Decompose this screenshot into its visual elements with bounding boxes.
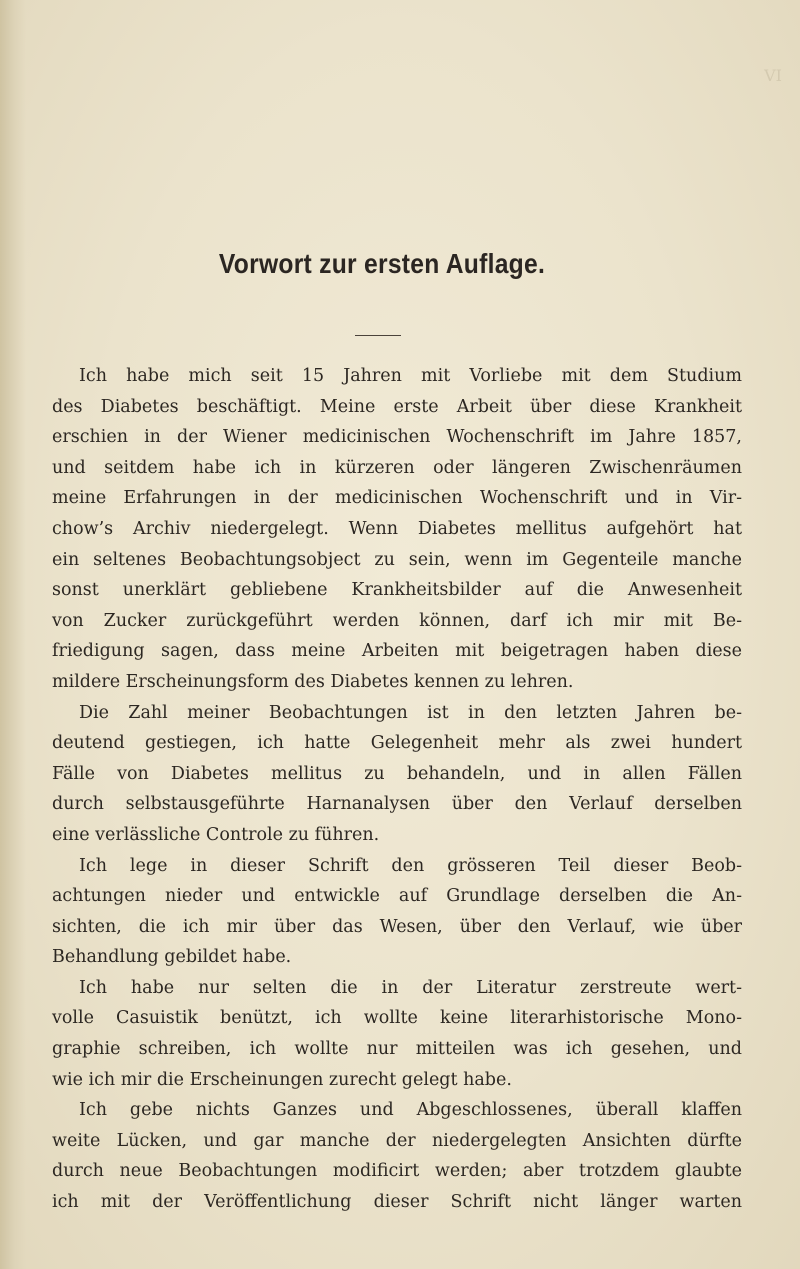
text-line: sonst unerklärt gebliebene Krankheitsbilder auf die Anwesenheit [52,580,742,601]
page-corner-mark: VI [764,66,782,85]
text-line: friedigung sagen, dass meine Arbeiten mit beigetragen haben diese [52,641,742,662]
text-line: Ich habe nur selten die in der Literatur zerstreute wert- [79,977,742,998]
text-line: deutend gestiegen, ich hatte Gelegenheit mehr als zwei hundert [52,733,742,754]
text-line: chow’s Archiv niedergelegt. Wenn Diabetes mellitus aufgehört hat [52,518,742,539]
text-line: ein seltenes Beobachtungsobject zu sein, wenn im Gegenteile manche [52,549,742,570]
body-text [52,361,742,1218]
text-line: erschien in der Wiener medicinischen Wochenschrift im Jahre 1857, [52,427,742,448]
text-line: Behandlung gebildet habe. [52,947,292,968]
text-line: eine verlässliche Controle zu führen. [52,824,380,845]
text-line: graphie schreiben, ich wollte nur mitteilen was ich gesehen, und [52,1039,742,1060]
heading-rule [355,335,401,336]
text-line: Ich lege in dieser Schrift den grösseren Teil dieser Beob- [79,855,742,876]
text-line: sichten, die ich mir über das Wesen, über den Verlauf, wie über [52,916,742,937]
text-line: durch selbstausgeführte Harnanalysen über den Verlauf derselben [52,794,742,815]
text-line: weite Lücken, und gar manche der niedergelegten Ansichten dürfte [52,1130,742,1151]
text-line: Ich habe mich seit 15 Jahren mit Vorliebe mit dem Studium [79,366,742,386]
text-line: Ich gebe nichts Ganzes und Abgeschlossenes, überall klaffen [79,1100,742,1121]
text-line: und seitdem habe ich in kürzeren oder längeren Zwischenräumen [52,457,742,478]
page-gutter-shadow [0,0,26,1269]
text-line: volle Casuistik benützt, ich wollte keine literarhistorische Mono- [52,1008,742,1029]
text-line: meine Erfahrungen in der medicinischen Wochenschrift und in Vir- [52,488,742,509]
text-line: achtungen nieder und entwickle auf Grundlage derselben die An- [52,886,742,907]
text-line: Die Zahl meiner Beobachtungen ist in den letzten Jahren be- [79,702,742,723]
text-line: Fälle von Diabetes mellitus zu behandeln, und in allen Fällen [52,763,742,784]
text-line: wie ich mir die Erscheinungen zurecht gelegt habe. [52,1069,512,1090]
text-line: ich mit der Veröffentlichung dieser Schrift nicht länger warten [52,1192,742,1213]
text-line: durch neue Beobachtungen modificirt werden; aber trotzdem glaubte [52,1161,742,1182]
text-line: mildere Erscheinungsform des Diabetes kennen zu lehren. [52,671,574,692]
page-heading: Vorwort zur ersten Auflage. [218,248,546,279]
text-line: von Zucker zurückgeführt werden können, darf ich mir mit Be- [52,610,742,631]
text-line: des Diabetes beschäftigt. Meine erste Arbeit über diese Krankheit [52,396,742,417]
